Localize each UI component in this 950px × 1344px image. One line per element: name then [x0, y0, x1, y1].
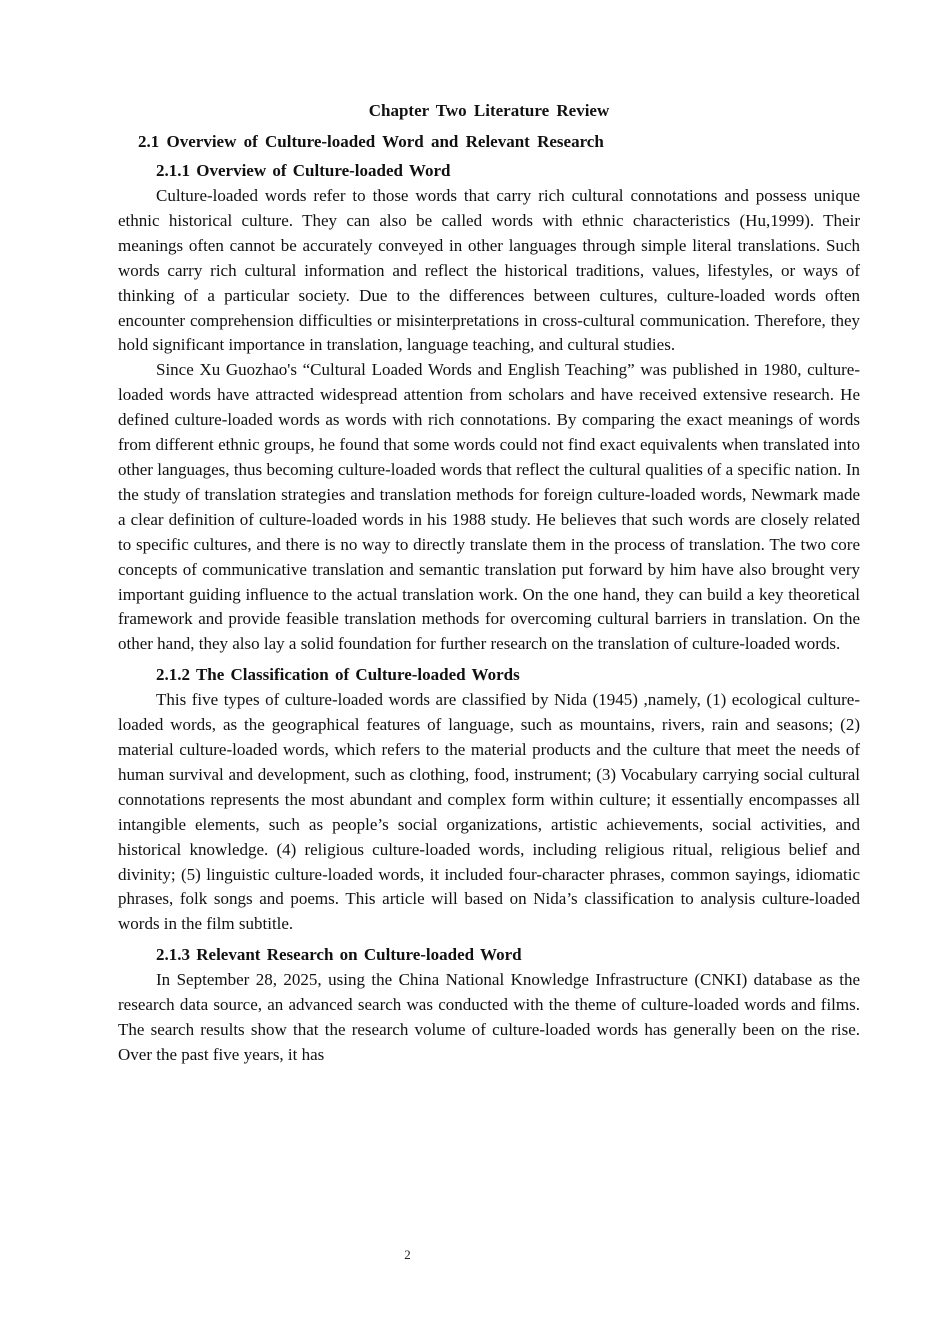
section-heading-2-1-1: 2.1.1 Overview of Culture-loaded Word — [156, 161, 451, 180]
chapter-title: Chapter Two Literature Review — [368, 101, 610, 120]
page-number: 2 — [404, 1247, 411, 1262]
section-heading-2-1-3: 2.1.3 Relevant Research on Culture-loaded Word — [156, 945, 522, 965]
section-heading-2-1: 2.1 Overview of Culture-loaded Word and Relevant Research — [138, 132, 604, 151]
document-page — [118, 98, 860, 1068]
paragraph: Since Xu Guozhao's “Cultural Loaded Words and English Teaching” was published in 1980, culture-loaded words have attracted widespread attention from scholars and have received extensive research. He defined culture-loaded words as words with rich connotations. By comparing the exact meanings of words from different ethnic groups, he found that some words could not find exact equivalents when translated into other languages, thus becoming culture-loaded words that reflect the cultural qualities of a specific nation. In the study of translation strategies and translation methods for foreign culture-loaded words, Newmark made a clear definition of culture-loaded words in his 1988 study. He believes that such words are closely related to specific cultures, and there is no way to directly translate them in the process of translation. The two core concepts of communicative translation and semantic translation put forward by him have also brought very important guiding influence to the actual translation work. On the one hand, they can build a key theoretical framework and provide feasible translation methods for overcoming cultural barriers in translation. On the other hand, they also lay a solid foundation for further research on the translation of culture-loaded words. — [118, 360, 860, 654]
paragraph: In September 28, 2025, using the China National Knowledge Infrastructure (CNKI) database as the research data source, an advanced search was conducted with the theme of culture-loaded words and films. The search results show that the research volume of culture-loaded words has generally been on the rise. Over the past five years, it has — [118, 970, 860, 1064]
paragraph: This five types of culture-loaded words are classified by Nida (1945) ,namely, (1) ecological culture-loaded words, as the geographical features of language, such as mountains, rivers, rain and seasons; (2) material culture-loaded words, which refers to the material products and the culture that meet the needs of human survival and development, such as clothing, food, instrument; (3) Vocabulary carrying social cultural connotations represents the most abundant and complex form within culture; it essentially encompasses all intangible elements, such as people’s social organizations, artistic achievements, social activities, and historical knowledge. (4) religious culture-loaded words, including religious ritual, religious belief and divinity; (5) linguistic culture-loaded words, it included four-character phrases, common sayings, idiomatic phrases, folk songs and poems. This article will based on Nida’s classification to analysis culture-loaded words in the film subtitle. — [118, 690, 860, 934]
section-heading-2-1-2: 2.1.2 The Classification of Culture-loaded Words — [156, 665, 520, 685]
paragraph: Culture-loaded words refer to those words that carry rich cultural connotations and possess unique ethnic historical culture. They can also be called words with ethnic characteristics (Hu,1999). Their meanings often cannot be accurately conveyed in other languages through simple literal translations. Such words carry rich cultural information and reflect the historical traditions, values, lifestyles, or ways of thinking of a particular society. Due to the differences between cultures, culture-loaded words often encounter comprehension difficulties or misinterpretations in cross-cultural communication. Therefore, they hold significant importance in translation, language teaching, and cultural studies. — [118, 186, 860, 355]
